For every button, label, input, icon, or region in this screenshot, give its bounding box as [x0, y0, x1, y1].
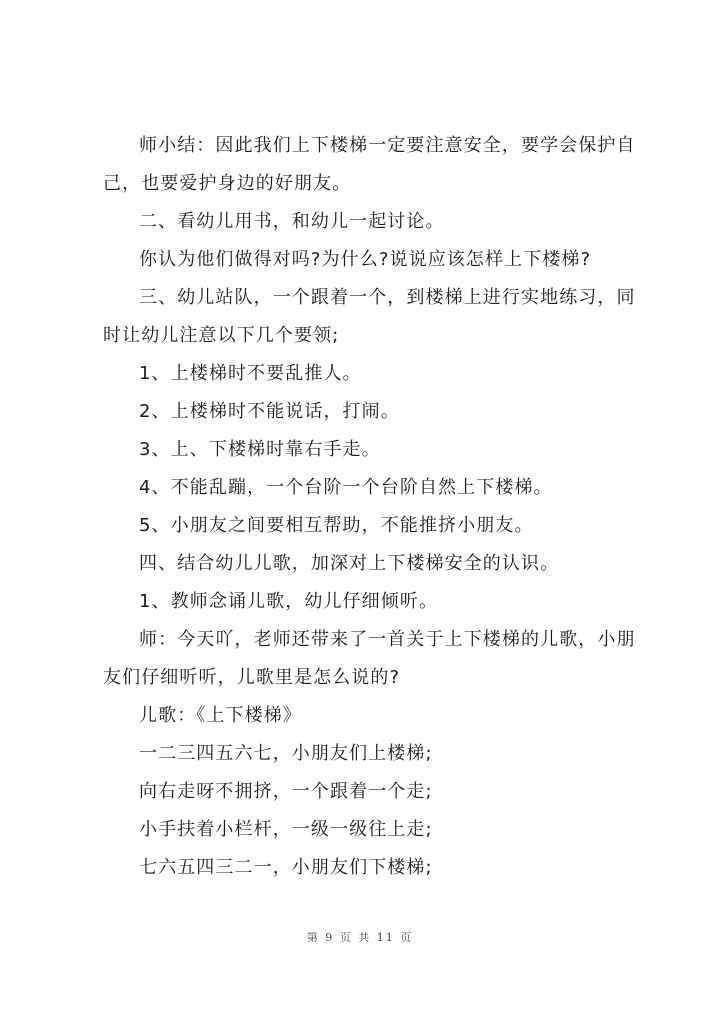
paragraph-question: 你认为他们做得对吗?为什么?说说应该怎样上下楼梯?	[139, 249, 592, 270]
page-number-footer: 第 9 页 共 11 页	[306, 931, 414, 944]
paragraph-step-four: 四、结合幼儿儿歌，加深对上下楼梯安全的认识。	[139, 553, 560, 574]
paragraph-rule-2: 2、上楼梯时不能说话，打闹。	[139, 401, 400, 422]
paragraph-summary: 师小结：因此我们上下楼梯一定要注意安全，要学会保护自己，也要爱护身边的好朋友。	[103, 135, 636, 194]
paragraph-rule-5: 5、小朋友之间要相互帮助，不能推挤小朋友。	[139, 515, 534, 536]
paragraph-song-line-1: 一二三四五六七，小朋友们上楼梯;	[139, 743, 433, 764]
document-body	[103, 127, 643, 887]
paragraph-song-line-3: 小手扶着小栏杆，一级一级往上走;	[139, 819, 433, 840]
paragraph-rule-3: 3、上、下楼梯时靠右手走。	[139, 439, 381, 460]
paragraph-rule-4: 4、不能乱蹦，一个台阶一个台阶自然上下楼梯。	[139, 477, 553, 498]
paragraph-step-three: 三、幼儿站队，一个跟着一个，到楼梯上进行实地练习，同时让幼儿注意以下几个要领;	[103, 287, 636, 346]
paragraph-rule-1: 1、上楼梯时不要乱推人。	[139, 363, 362, 384]
paragraph-song-line-4: 七六五四三二一，小朋友们下楼梯;	[139, 857, 433, 878]
paragraph-teacher-speech: 师：今天吖，老师还带来了一首关于上下楼梯的儿歌，小朋友们仔细听听，儿歌里是怎么说的?	[103, 629, 636, 688]
paragraph-step-two: 二、看幼儿用书，和幼儿一起讨论。	[139, 211, 445, 232]
paragraph-song-line-2: 向右走呀不拥挤，一个跟着一个走;	[139, 781, 433, 802]
paragraph-song-title: 儿歌：《上下楼梯》	[139, 705, 302, 726]
paragraph-teacher-recite: 1、教师念诵儿歌，幼儿仔细倾听。	[139, 591, 439, 612]
